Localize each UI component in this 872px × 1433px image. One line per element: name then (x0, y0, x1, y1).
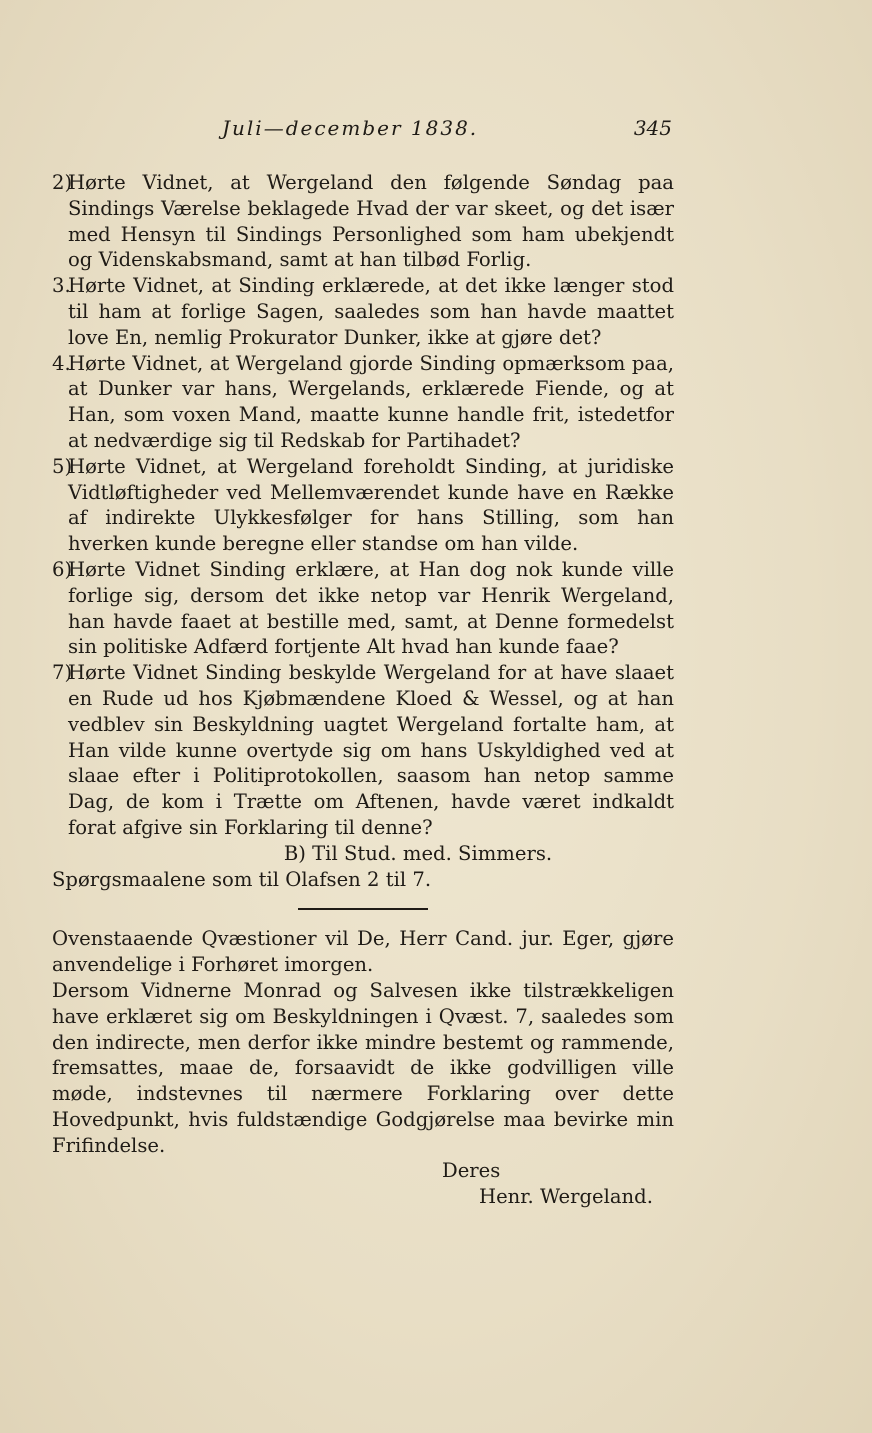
question-item (52, 557, 674, 660)
question-number: 7) (52, 661, 73, 685)
question-text: Hørte Vidnet, at Wergeland foreholdt Sinding, at juridiske Vidtløftigheder ved Mellemværendet kunde have en Række af indirekte Ulykkesfølger for hans Stilling, som han hverken kunde beregne eller standse om han vilde. (68, 454, 674, 556)
letter-closing: Deres (442, 1159, 501, 1183)
question-text: Hørte Vidnet Sinding beskylde Wergeland for at have slaaet en Rude ud hos Kjøbmændene Kloed & Wessel, og at han vedblev sin Beskyldning uagtet Wergeland fortalte ham, at Han vilde kunne overtyde sig om hans Uskyldighed ved at slaae efter i Politiprotokollen, saasom han netop samme Dag, de kom i Trætte om Aftenen, havde været indkaldt forat afgive sin Forklaring til denne? (68, 661, 674, 839)
question-text: Hørte Vidnet, at Sinding erklærede, at det ikke længer stod til ham at forlige Sagen, saaledes som han havde maattet love En, nemlig Prokurator Dunker, ikke at gjøre det? (68, 274, 674, 349)
question-text: Hørte Vidnet, at Wergeland gjorde Sinding opmærksom paa, at Dunker var hans, Wergelands, erklærede Fiende, og at Han, som voxen Mand, maatte kunne handle frit, istedetfor at nedværdige sig til Redskab for Partihadet? (68, 351, 674, 452)
horizontal-rule (298, 908, 428, 910)
question-number: 2) (52, 171, 73, 194)
question-item (52, 170, 674, 273)
page-header (62, 116, 672, 146)
questions-note: Spørgsmaalene som til Olafsen 2 til 7. (52, 867, 432, 891)
letter-signature: Henr. Wergeland. (479, 1185, 653, 1209)
letter (52, 926, 674, 1210)
letter-paragraph: Dersom Vidnerne Monrad og Salvesen ikke tilstrækkeligen have erklæret sig om Beskyldningen i Qvæst. 7, saaledes som den indirecte, men derfor ikke mindre bestemt og rammende, fremsattes, maae de, forsaavidt de ikke godvilligen ville møde, indstevnes til nærmere Forklaring over dette Hovedpunkt, hvis fuldstændige Godgjørelse maa bevirke min Frifindelse. (52, 978, 674, 1157)
question-item (52, 660, 674, 841)
question-text: Hørte Vidnet, at Wergeland den følgende Søndag paa Sindings Værelse beklagede Hvad der var skeet, og det især med Hensyn til Sindings Personlighed som ham ubekjendt og Videnskabsmand, samt at han tilbød Forlig. (68, 171, 674, 272)
page-number: 345 (633, 116, 672, 140)
question-item (52, 273, 674, 350)
question-item (52, 454, 674, 557)
question-text: Hørte Vidnet Sinding erklære, at Han dog nok kunde ville forlige sig, dersom det ikke netop var Henrik Wergeland, han havde faaet at bestille med, samt, at Denne formedelst sin politiske Adfærd fortjente Alt hvad han kunde faae? (68, 557, 674, 659)
question-number: 3. (52, 274, 71, 298)
question-number: 4. (52, 351, 71, 375)
question-item (52, 351, 674, 454)
question-number: 5) (52, 454, 73, 478)
running-title: Juli—december 1838. (222, 116, 479, 140)
letter-paragraph: Ovenstaaende Qvæstioner vil De, Herr Cand. jur. Eger, gjøre anvendelige i Forhøret imorgen. (52, 927, 674, 977)
body-text (52, 170, 674, 1210)
question-list (52, 170, 674, 841)
section-subheading: B) Til Stud. med. Simmers. (283, 841, 553, 865)
question-number: 6) (52, 557, 73, 581)
